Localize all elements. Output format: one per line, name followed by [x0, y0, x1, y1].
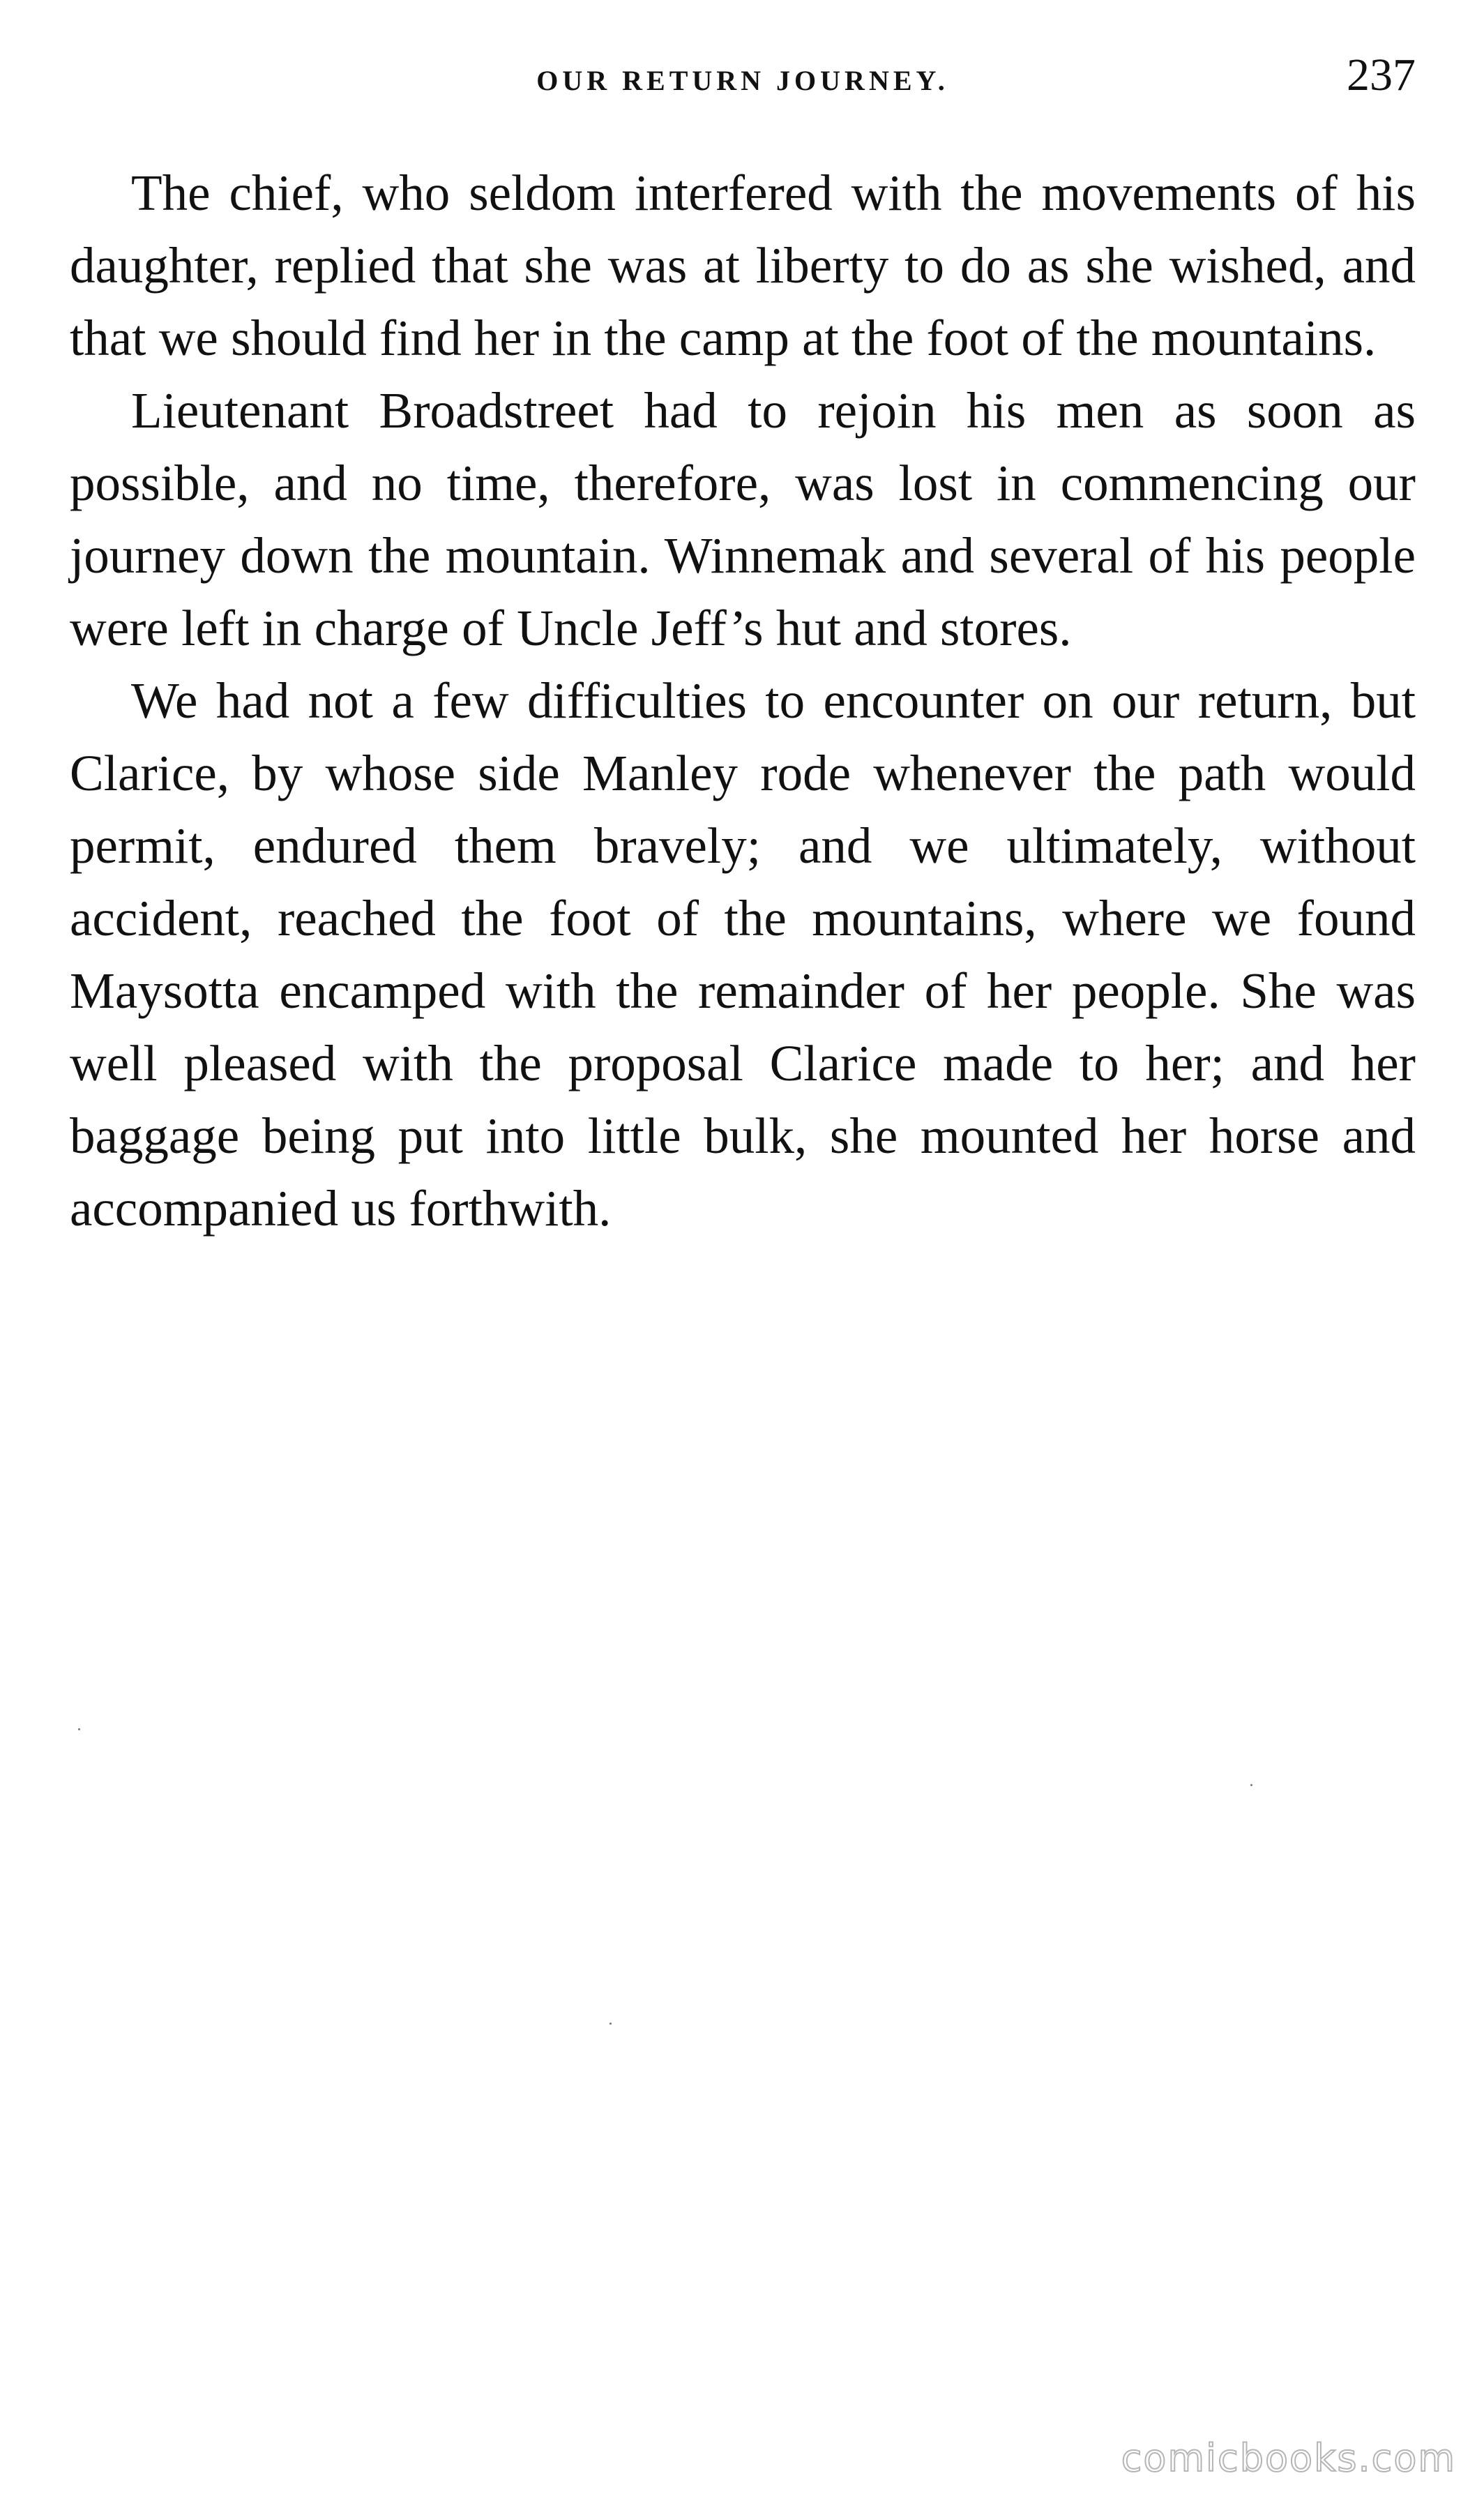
- body-text: [70, 157, 1416, 1245]
- paragraph: The chief, who seldom interfered with the movements of his daughter, replied that she was at liberty to do as she wished, and that we should find her in the camp at the foot of the mountains.: [70, 165, 1416, 366]
- print-speck: [78, 1728, 80, 1730]
- paragraph: Lieutenant Broadstreet had to rejoin his men as soon as possible, and no time, therefore, was lost in commencing our journey down the mountain. Winnemak and several of his people were left in charge of Uncle Jeff’s hut and stores.: [70, 382, 1416, 656]
- running-header: [70, 49, 1416, 119]
- paragraph: We had not a few difficulties to encounter on our return, but Clarice, by whose side Manley rode whenever the path would permit, endured them bravely; and we ultimately, without accident, reached the foot of the mountains, where we found Maysotta encamped with the remainder of her people. She was well pleased with the proposal Clarice made to her; and her baggage being put into little bulk, she mounted her horse and accompanied us forthwith.: [70, 672, 1416, 1237]
- page-number: 237: [1347, 50, 1416, 100]
- print-speck: [610, 2023, 612, 2025]
- running-title: OUR RETURN JOURNEY.: [536, 65, 949, 96]
- watermark: comicbooks.com: [1121, 2436, 1456, 2480]
- print-speck: [1250, 1784, 1252, 1786]
